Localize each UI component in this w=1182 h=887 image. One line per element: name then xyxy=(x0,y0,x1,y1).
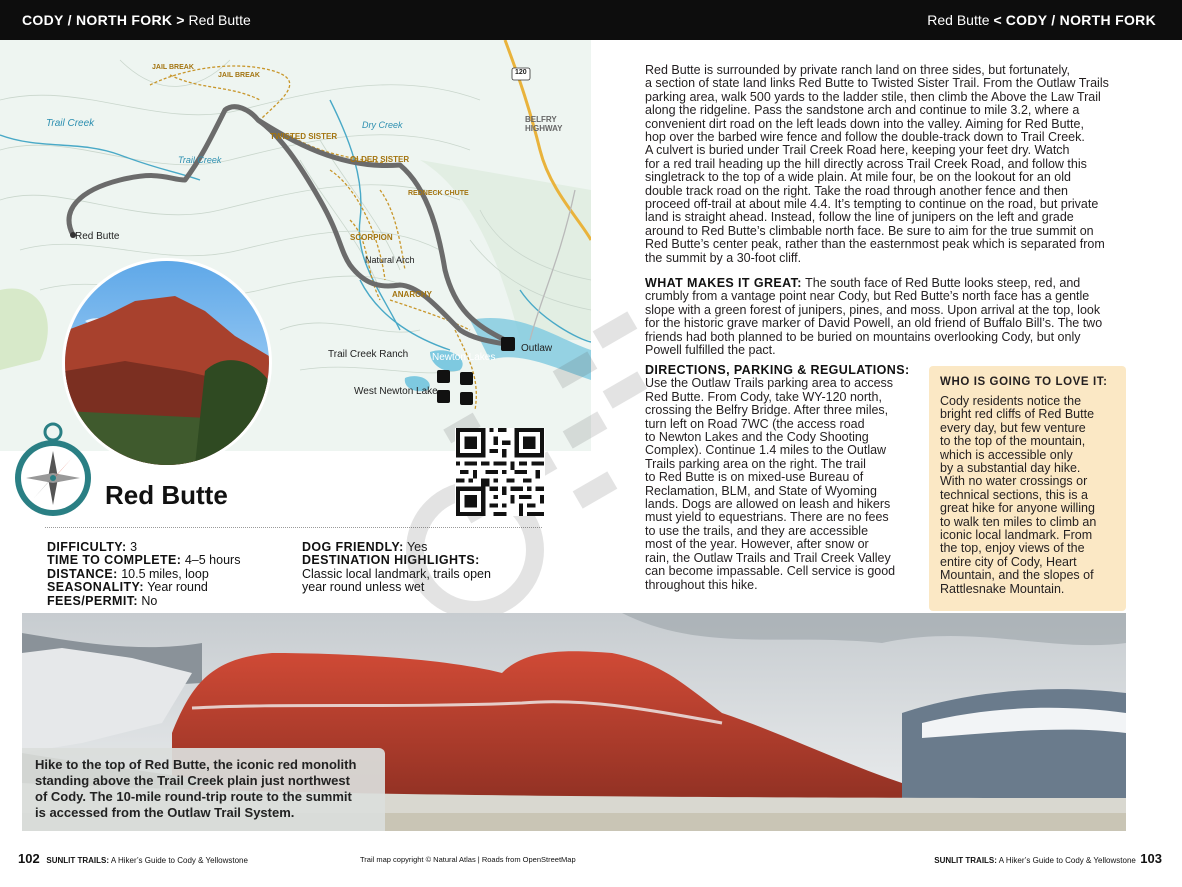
header-left xyxy=(0,0,591,40)
page-number-left: 102 xyxy=(18,851,40,866)
map-credit: Trail map copyright © Natural Atlas | Roads from OpenStreetMap xyxy=(360,855,576,864)
compass-icon xyxy=(12,416,94,520)
stat-seasonality: SEASONALITY: Year round xyxy=(47,580,208,595)
great-heading: WHAT MAKES IT GREAT: xyxy=(645,276,802,290)
map-label-older-sister: OLDER SISTER xyxy=(350,155,410,164)
header-page-title: Red Butte xyxy=(927,12,990,28)
map-label-trail-creek: Trail Creek xyxy=(46,118,95,129)
who-loves-it-box xyxy=(929,366,1126,611)
map-label-west-newton-lake: West Newton Lake xyxy=(354,386,438,397)
map-label-redneck-chute: REDNECK CHUTE xyxy=(408,190,469,197)
header-right xyxy=(591,0,1182,40)
watermark-logo xyxy=(405,300,695,640)
map-label-natural-arch: Natural Arch xyxy=(365,255,415,265)
trail-title: Red Butte xyxy=(105,480,228,510)
stat-fees: FEES/PERMIT: No xyxy=(47,593,158,608)
route-shield: 120 xyxy=(515,69,527,76)
footer-right: SUNLIT TRAILS: A Hiker’s Guide to Cody & Yellowstone 103 xyxy=(934,851,1162,866)
map-label-belfry-highway: BELFRY HIGHWAY xyxy=(525,115,563,133)
map-label-trail-creek: Trail Creek xyxy=(178,155,222,165)
stat-highlights-key: DESTINATION HIGHLIGHTS: xyxy=(302,553,480,568)
stat-highlights-line: Classic local landmark, trails open xyxy=(302,566,491,581)
stat-highlights-line: year round unless wet xyxy=(302,580,425,595)
map-label-red-butte: Red Butte xyxy=(75,231,120,242)
great-paragraph: WHAT MAKES IT GREAT: The south face of Red Butte looks steep, red, and crumbly from a vantage point near Cody, but Red Butte’s north face has a gentle slope with a green forest of junipers, pines, and moss. Upon arrival at the top, look for the historic grave marker of David Powell, an old friend of Buffalo Bill’s. The two friends had both planned to be buried on mountains overlooking Cody, but only Powell fulfilled the pact. xyxy=(645,276,1103,358)
footer-left: 102 SUNLIT TRAILS: A Hiker’s Guide to Cody & Yellowstone xyxy=(18,851,248,866)
header-page-title: Red Butte xyxy=(188,12,251,28)
intro-paragraph: Red Butte is surrounded by private ranch land on three sides, but fortunately, a section of state land links Red Butte to Twisted Sister Trail. From the Outlaw Trails parking area, walk 500 yards to the ladder stile, then climb the Above the Law Trail along the ridgeline. Pass the sandstone arch and continue to mile 3.2, where a convenient dirt road on the left leads down into the valley. Aiming for Red Butte, hop over the barbed wire fence and follow the double-track down to Trail Creek. A culvert is buried under Trail Creek Road here, keeping your feet dry. Watch for a red trail heading up the hill directly across Trail Creek Road, and follow this singletrack to the top of a wide plain. At mile four, be on the lookout for an old double track road on the right. Take the road through another fence and then proceed off-trail at about mile 4.4. It’s tempting to continue on the road, but private land is straight ahead. Instead, follow the line of junipers on the left and grade around to Red Butte’s climbable north face. Be sure to aim for the true summit on Red Butte’s center peak, rather than the easternmost peak which is separated from the summit by a 30-foot cliff. xyxy=(645,63,1109,265)
stat-dog-friendly: DOG FRIENDLY: Yes xyxy=(302,540,428,554)
qr-code[interactable] xyxy=(455,428,545,516)
directions-paragraph: DIRECTIONS, PARKING & REGULATIONS: Use the Outlaw Trails parking area to access Red Butte. From Cody, take WY-120 north, crossing the Belfry Bridge. After three miles, turn left on Road 7WC (the access road to Newton Lakes and the Cody Shooting Complex). Continue 1.4 miles to the Outlaw Trails parking area on the right. The trail to Red Butte is on mixed-use Bureau of Reclamation, BLM, and State of Wyoming lands. Dogs are allowed on leash and hikers must yield to equestrians. There are no fees to use the trails, and they are accessible most of the year. However, after snow or rain, the Outlaw Trails and Trail Creek Valley can become impassable. Cell service is good throughout this hike. xyxy=(645,364,915,592)
who-loves-it-text: Cody residents notice the bright red cliffs of Red Butte every day, but few venture to the top of the mountain, which is accessible only by a substantial day hike. With no water crossings or technical sections, this is a great hike for anyone willing to walk ten miles to climb an iconic local landmark. From the top, enjoy views of the entire city of Cody, Heart Mountain, and the slopes of Rattlesnake Mountain. xyxy=(940,394,1097,596)
who-loves-it-heading: WHO IS GOING TO LOVE IT: xyxy=(940,376,1108,388)
map-label-jail-break: JAIL BREAK xyxy=(152,64,194,71)
map-label-scorpion: SCORPION xyxy=(350,233,393,242)
header-chevron: < xyxy=(993,12,1002,28)
header-region: CODY / NORTH FORK xyxy=(1005,12,1156,28)
map-label-anarchy: ANARCHY xyxy=(392,290,432,299)
map-label-dry-creek: Dry Creek xyxy=(362,120,403,130)
photo-caption: Hike to the top of Red Butte, the iconic red monolith standing above the Trail Creek plain just northwest of Cody. The 10-mile round-trip route to the summit is accessed from the Outlaw Trail System. xyxy=(22,748,385,831)
map-label-trail-creek-ranch: Trail Creek Ranch xyxy=(328,349,409,360)
directions-heading: DIRECTIONS, PARKING & REGULATIONS: xyxy=(645,363,910,377)
stat-distance: DISTANCE: 10.5 miles, loop xyxy=(47,566,209,581)
map-label-twisted-sister: TWISTED SISTER xyxy=(270,132,338,141)
page-number-right: 103 xyxy=(1140,851,1162,866)
stat-difficulty: DIFFICULTY: 3 xyxy=(47,540,138,554)
trail-stats xyxy=(47,541,240,608)
map-label-outlaw: Outlaw xyxy=(521,343,553,354)
header-chevron: > xyxy=(176,12,185,28)
stat-time: TIME TO COMPLETE: 4–5 hours xyxy=(47,553,241,568)
map-label-jail-break: JAIL BREAK xyxy=(218,72,260,79)
header-region: CODY / NORTH FORK xyxy=(22,12,173,28)
map-label-newton-lakes: Newton Lakes xyxy=(432,352,496,363)
